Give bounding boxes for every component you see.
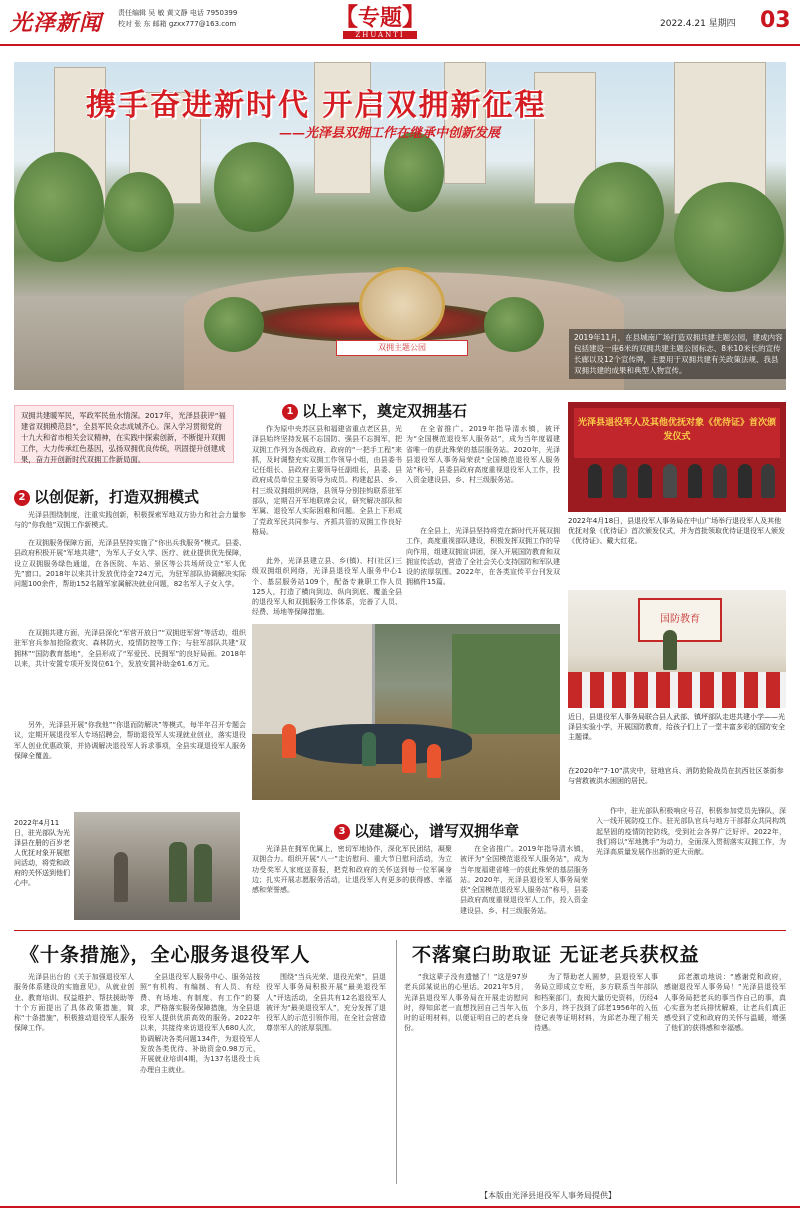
elderly-visit-photo: [74, 812, 240, 920]
section-3-badge: 3: [334, 824, 350, 840]
section-2-badge: 2: [14, 490, 30, 506]
bottom-left-text-2: 全县退役军人服务中心、服务站按照“有机构、有编制、有人员、有经费、有场地、有制度、有工作”的要求，严格落实服务保障措施，为全县退役军人提供优质高效的服务。2022年以来，共接待来访退役军人680人次，协调解决各类问题134件，为退役军人发放各类优待、补助资金0.98万元，开展就业培训4期，为137名退役士兵办理自主就业。: [140, 973, 260, 1074]
left-bracket-icon: 【: [333, 2, 358, 31]
visit-caption: 2022年4月11日，驻光部队为光泽县在册的百岁老人优抚对象开展慰问活动，将党和政府的关怀送到他们心中。: [14, 819, 70, 887]
left-col-text-3: 在双拥共建方面，光泽县深化“军营开放日”“双拥进军营”等活动，组织驻军官兵参加抢险救灾、森林防火、疫情防控等工作；与驻军部队共建“双拥林”“国防教育基地”，全县形成了“军爱民、民拥军”的良好局面。2018年以来，共计安置专项开发岗位61个，发放安置补助金61.6万元。: [14, 629, 246, 668]
section-3-heading: [334, 820, 519, 841]
mid-col-text-2: 此外，光泽县建立县、乡(镇)、村(社区)三级双拥组织网络，光泽县退役军人服务中心1个、基层服务站109个，配备专兼职工作人员125人，打造了横向到边、纵向到底、覆盖全县的退役军人和双拥服务工作体系，完善了人员、经费、场地等保障措施。: [252, 557, 402, 616]
bottom-left-title: 《十条措施》，全心服务退役军人: [20, 944, 311, 966]
page-number: 03: [760, 8, 791, 33]
monument-sculpture: [359, 267, 445, 343]
right-col-text-3: 作中，驻光部队积极响应号召，积极参加党员先锋队，深入一线开展防疫工作。驻光部队官兵与地方干部群众共同构筑起坚固的疫情防控防线，受到社会各界广泛好评。2022年，我们将以“军地携手”为动力，全面深入贯彻落实双拥工作，为光泽高质量发展作出新的更大贡献。: [596, 807, 786, 857]
school-defense-photo: [568, 590, 786, 708]
section-1-heading: [282, 400, 467, 421]
issue-date: 2022.4.21 星期四: [660, 19, 736, 29]
park-sign: 双拥主题公园: [336, 340, 468, 356]
hero-title: 携手奋进新时代 开启双拥新征程: [86, 88, 547, 123]
intro-box: 双拥共建暖军民，军政军民鱼水情深。2017年，光泽县获评“福建省双拥模范县”，全县军民众志成城齐心。深入学习贯彻党的十九大和省市相关会议精神，在实践中探索创新，不断提升双拥工作，大力传承红色基因，弘扬双拥优良传统，巩固提升创建成果，奋力开创新时代双拥工作新局面。: [14, 405, 234, 463]
right-col-text-2: 在全县上，光泽县坚持将党在新时代开展双拥工作，高度重视部队建设，积极发挥双拥工作的导向作用，组建双拥宣讲团，深入开展国防教育和双拥宣传活动，营造了全社会关心支持国防和军队建设的浓厚氛围。2022年，在各类宣传平台刊发双拥稿件15篇。: [406, 527, 560, 587]
ceremony-caption: 2022年4月18日，县退役军人事务局在中山广场举行退役军人及其他优抚对象《优待证》首次颁发仪式，并为首批领取优待证退役军人颁发《优待证》、戴大红花。: [568, 517, 785, 545]
section-label: [325, 4, 435, 40]
hero-caption: 2019年11月，在县城南广场打造双拥共建主题公园，建成内容包括建设一座6米的双拥共建主题公园标志、8米10米长的宣传长廊以及12个宣传牌，主要用于双拥共建有关政策法规、我县双拥共建的成果和典型人物宣传。: [569, 329, 786, 379]
mid-col-text-3b: 在全省推广。2019年指导清水镇，被评为“全国模范退役军人服务站”，成为当年度福建省唯一的获此殊荣的基层服务站。2020年，光泽县退役军人事务局荣获“全国模范退役军人服务站”称号，县委县政府高度重视退役军人工作，投入资金建设县、乡、村三级服务站。: [460, 845, 588, 915]
bottom-left-text-1: 光泽县出台的《关于加强退役军人服务体系建设的实施意见》，从就业创业、教育培训、权益维护、帮扶援助等十个方面提出了具体政策措施，简称“十条措施”，积极推动退役军人服务保障工作。: [14, 973, 134, 1033]
hero-subtitle: ——光泽县双拥工作在继承中创新发展: [279, 126, 501, 141]
bottom-right-text-2: 为了帮助老人圆梦，县退役军人事务局立即成立专班，多方联系当年部队和档案部门，查阅大量历史资料，历经4个多月，终于找到了邱老1956年的入伍登记表等证明材料，为邱老办理了相关待遇。: [534, 973, 658, 1033]
divider: [14, 930, 786, 931]
hero-photo: [14, 62, 786, 390]
ceremony-banner: 光泽县退役军人及其他优抚对象《优待证》首次颁发仪式: [574, 408, 780, 458]
newspaper-logo: 光泽新闻: [10, 10, 103, 36]
section-1-badge: 1: [282, 404, 298, 420]
bottom-right-text-1: “我这辈子没有遗憾了！”这是97岁老兵邱某说出的心里话。2021年5月，光泽县退役军人事务局在开展走访慰问时，得知邱老一直想找回自己当年入伍时的证明材料，以便证明自己的老兵身份。: [404, 973, 528, 1033]
left-col-text-2: 在双拥服务保障方面，光泽县坚持实施了“你出兵我服务”模式。县委、县政府积极开展“军地共建”，为军人子女入学、医疗、就业提供优先保障，设立双拥服务绿色通道，在各医院、车站、景区等公共场所设立“军人优先”窗口。2018年以来共计发放优待金724万元，为驻军部队协调解决实际问题100余件，帮助152名随军家属解决就业问题，82名军人子女入学。: [14, 539, 246, 589]
section-2-title: 以创促新，打造双拥模式: [34, 488, 200, 506]
section-2-heading: [14, 486, 199, 507]
left-col-text-1: 光泽县围绕制度，注重实践创新，积极探索军地双方协力和社会力量参与的“你我他”双拥工作新模式。: [14, 511, 246, 530]
certificate-ceremony-photo: [568, 402, 786, 512]
school-caption: 近日，县退役军人事务局联合县人武部、镇坪部队走进共建小学——光泽县实验小学，开展国防教育，给孩子们上了一堂丰富多彩的国防安全主题课。: [568, 713, 785, 741]
mid-col-text-1: 作为原中央苏区县和福建省重点老区县，光泽县始终坚持发展不忘国防、强县不忘拥军，把双拥工作列为各级政府、政府的“一把手工程”来抓，及时调整充实双拥工作领导小组，由县委书记任组长、县政府主要领导任副组长，县委、县政府成员单位主要领导为成员。构建起县、乡、村三级双拥组织网络，县领导分别挂钩联系驻军部队，定期召开军地联席会议，研究解决部队和军属、退役军人实际困难和问题。全县上下形成了党政军民共同参与、齐抓共管的双拥工作良好格局。: [252, 425, 402, 536]
classroom-board: 国防教育: [638, 598, 722, 642]
bottom-left-text-3: 围绕“当兵光荣、退役光荣”，县退役军人事务局积极开展“最美退役军人”评选活动，全县共有12名退役军人被评为“最美退役军人”，充分发挥了退役军人的示范引领作用，在全社会营造尊崇军人的浓厚氛围。: [266, 973, 386, 1033]
bottom-rule: [0, 1206, 800, 1208]
column-divider: [396, 940, 397, 1184]
mid-col-text-3: 光泽县在拥军优属上，密切军地协作，深化军民团结，凝聚双拥合力。组织开展“八一”走访慰问、重大节日慰问活动，为立功受奖军人家庭送喜报，把党和政府的关怀送到每一位军属身边；扎实开展志愿服务活动，让退役军人有更多的获得感、幸福感和荣誉感。: [252, 845, 452, 895]
flood-rescue-photo: [252, 624, 560, 800]
section-3-title: 以建凝心，谱写双拥华章: [354, 822, 520, 840]
bottom-right-title: 不落窠臼助取证 无证老兵获权益: [412, 944, 700, 966]
editor-info: [118, 8, 237, 30]
editor-line: 责任编辑 吴 敏 黄文静 电话 7950399: [118, 9, 238, 17]
section-1-title: 以上率下，奠定双拥基石: [302, 402, 468, 420]
email-line: 校对 张 东 邮箱 gzxx777@163.com: [118, 20, 237, 28]
bottom-right-text-3: 邱老激动地说：“感谢党和政府，感谢退役军人事务局！”光泽县退役军人事务局把老兵的事当作自己的事，真心实意为老兵排忧解难，让老兵们真正感受到了党和政府的关怀与温暖，增强了他们的获得感和幸福感。: [664, 973, 786, 1033]
source-footer: 【本版由光泽县退役军人事务局提供】: [480, 1191, 616, 1200]
section-english: ZHUANTI: [343, 31, 417, 39]
right-col-text-1: 在全省推广。2019年指导清水镇，被评为“全国模范退役军人服务站”，成为当年度福建省唯一的获此殊荣的基层服务站。2020年，光泽县退役军人事务局荣获“全国模范退役军人服务站”称号，县委县政府高度重视退役军人工作，投入资金建设县、乡、村三级服务站。: [406, 425, 560, 485]
flood-caption: 在2020年“7·10”洪灾中，驻地官兵、消防抢险战员在抗西社区茶街参与营救被洪水困困的居民。: [568, 767, 784, 785]
section-title: 专题: [357, 5, 402, 31]
right-bracket-icon: 】: [402, 2, 426, 31]
left-col-text-4: 另外，光泽县开展“你我他”“你退而防解决”等模式，每半年召开专题会议，定期开展退役军人专场招聘会，帮助退役军人实现就业创业，落实退役军人创业优惠政策，并协调解决退役军人诉求事项，全县实现退役军人服务保障全覆盖。: [14, 721, 246, 760]
